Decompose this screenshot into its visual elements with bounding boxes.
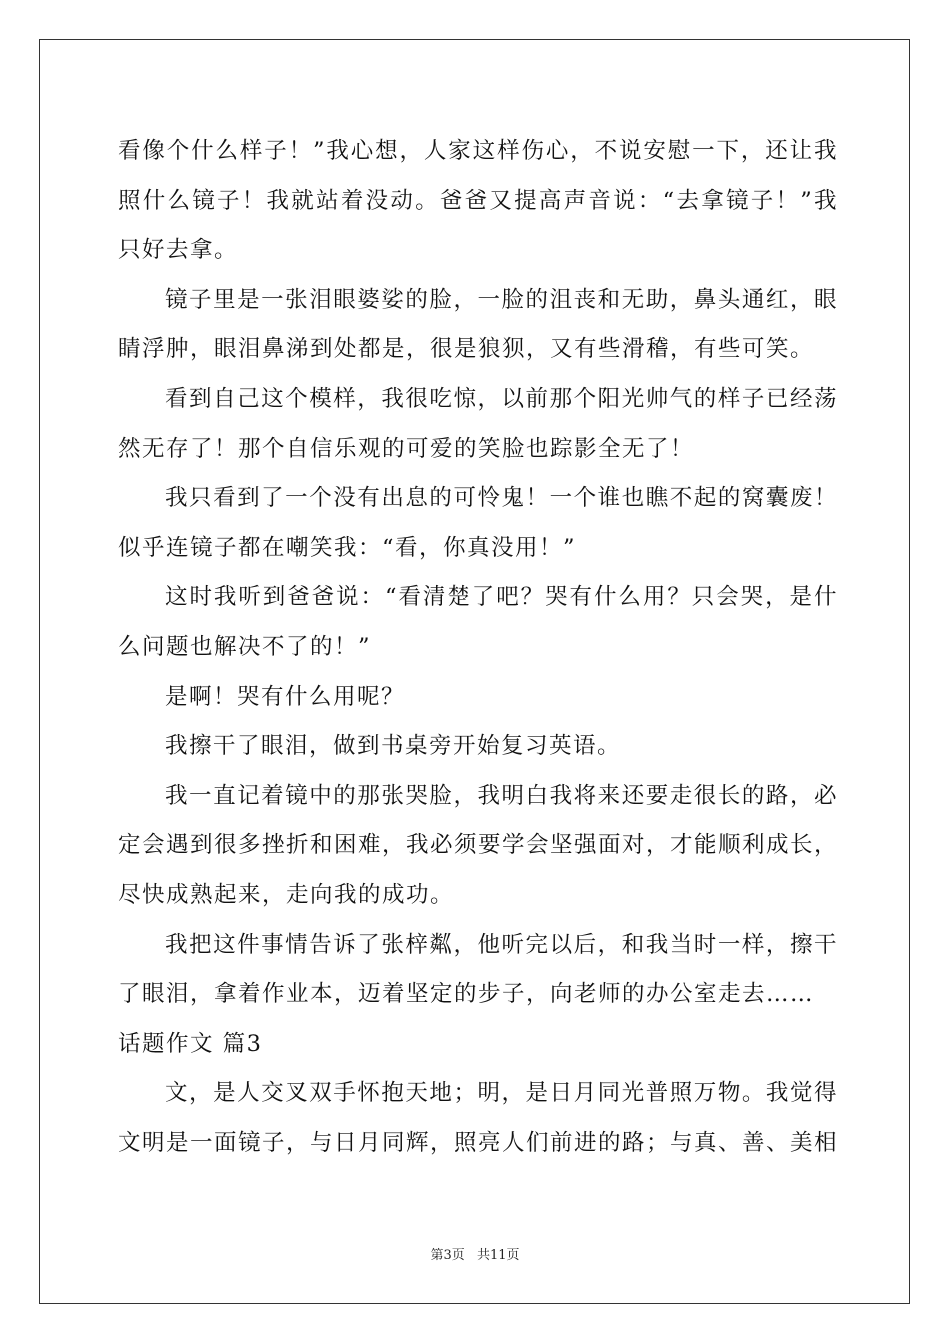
text-line: 了眼泪，拿着作业本，迈着坚定的步子，向老师的办公室走去…… [118, 981, 815, 1008]
text-line: 我只看到了一个没有出息的可怜鬼！一个谁也瞧不起的窝囊废！ [165, 485, 838, 512]
text-line: 只好去拿。 [118, 237, 239, 264]
document-body [118, 127, 838, 1168]
text-line: 照什么镜子！我就站着没动。爸爸又提高声音说：“去拿镜子！”我 [118, 187, 838, 214]
text-line: 我擦干了眼泪，做到书桌旁开始复习英语。 [165, 733, 622, 760]
page-total: 共11页 [476, 1248, 520, 1263]
text-line: 我一直记着镜中的那张哭脸，我明白我将来还要走很长的路，必 [165, 782, 838, 809]
text-line: 文，是人交叉双手怀抱天地；明，是日月同光普照万物。我觉得 [165, 1080, 838, 1107]
text-line: 看到自己这个模样，我很吃惊，以前那个阳光帅气的样子已经荡 [165, 385, 838, 412]
text-line: 似乎连镜子都在嘲笑我：“看，你真没用！” [118, 534, 577, 561]
text-line: 看像个什么样子！”我心想，人家这样伤心，不说安慰一下，还让我 [118, 138, 838, 164]
text-line: 然无存了！那个自信乐观的可爱的笑脸也踪影全无了！ [118, 435, 695, 462]
text-line: 定会遇到很多挫折和困难，我必须要学会坚强面对，才能顺利成长， [118, 832, 839, 859]
text-line: 睛浮肿，眼泪鼻涕到处都是，很是狼狈，又有些滑稽，有些可笑。 [118, 336, 815, 363]
text-line: 尽快成熟起来，走向我的成功。 [118, 881, 455, 908]
text-line: 我把这件事情告诉了张梓粼，他听完以后，和我当时一样，擦干 [165, 931, 838, 958]
page-number: 第3页 [430, 1248, 465, 1263]
text-line: 么问题也解决不了的！” [118, 633, 372, 660]
text-line: 镜子里是一张泪眼婆娑的脸，一脸的沮丧和无助，鼻头通红，眼 [165, 286, 838, 313]
page-footer [0, 1244, 950, 1263]
text-line: 话题作文 篇3 [118, 1030, 263, 1057]
text-line: 是啊！哭有什么用呢？ [165, 683, 406, 710]
text-line: 文明是一面镜子，与日月同辉，照亮人们前进的路；与真、善、美相 [118, 1129, 839, 1156]
text-line: 这时我听到爸爸说：“看清楚了吧？哭有什么用？只会哭，是什 [165, 584, 838, 611]
